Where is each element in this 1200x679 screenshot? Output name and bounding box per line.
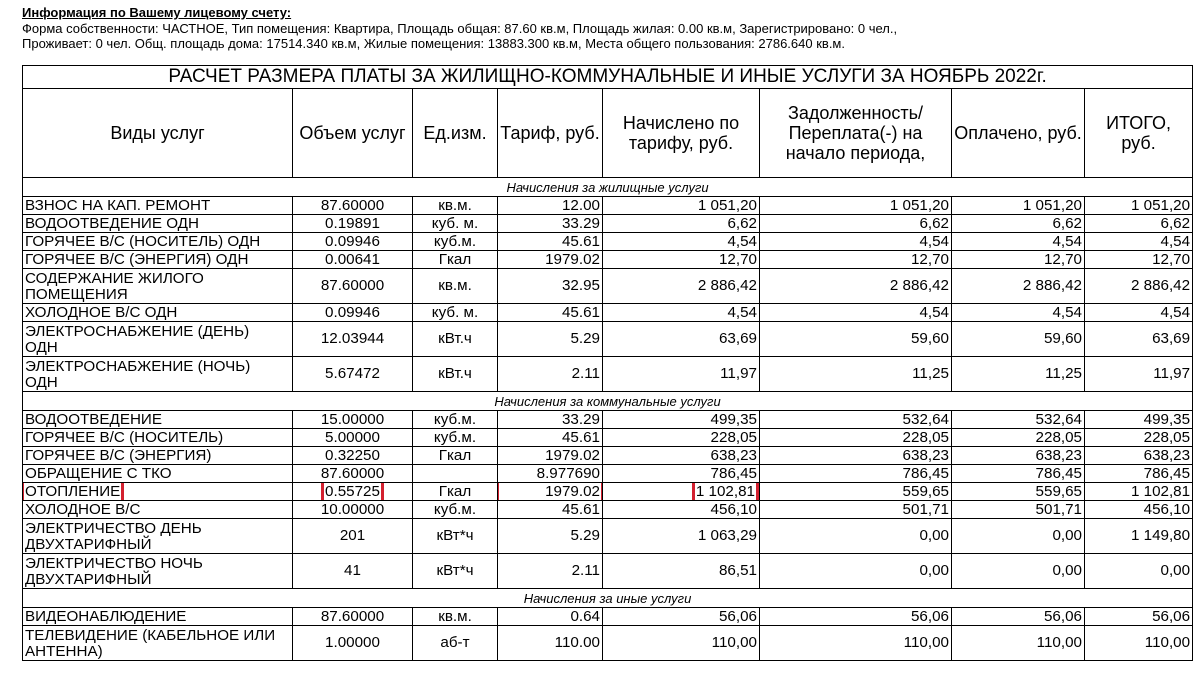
tariff-cell: 2.11 [498,554,603,589]
paid-cell: 12,70 [952,251,1085,269]
total-cell: 499,35 [1085,411,1193,429]
debt-cell: 110,00 [760,626,952,661]
paid-cell: 6,62 [952,215,1085,233]
table-row [23,233,1193,251]
volume-cell: 87.60000 [293,608,413,626]
paid-cell: 4,54 [952,233,1085,251]
account-info-line-1: Форма собственности: ЧАСТНОЕ, Тип помещения: Квартира, Площадь общая: 87.60 кв.м, Площадь жилая: 0.00 кв.м, Зарегистрировано: 0 чел., [22,20,898,36]
header-total: ИТОГО, руб. [1085,89,1193,178]
volume-cell: 0.09946 [293,304,413,322]
total-cell: 4,54 [1085,304,1193,322]
tariff-cell: 1979.02 [498,251,603,269]
charged-cell: 228,05 [603,429,760,447]
tariff-cell: 33.29 [498,411,603,429]
service-name: ЭЛЕКТРИЧЕСТВО ДЕНЬ ДВУХТАРИФНЫЙ [23,519,293,554]
service-name: ХОЛОДНОЕ В/С ОДН [23,304,293,322]
volume-cell: 0.32250 [293,447,413,465]
debt-cell: 638,23 [760,447,952,465]
charged-cell: 12,70 [603,251,760,269]
service-name: ХОЛОДНОЕ В/С [23,501,293,519]
table-row [23,608,1193,626]
debt-cell: 12,70 [760,251,952,269]
total-cell: 456,10 [1085,501,1193,519]
service-name: ГОРЯЧЕЕ В/С (НОСИТЕЛЬ) [23,429,293,447]
unit-cell: куб. м. [413,304,498,322]
volume-cell: 41 [293,554,413,589]
tariff-cell-heating [498,483,603,501]
volume-cell: 0.19891 [293,215,413,233]
volume-cell: 5.67472 [293,357,413,392]
volume-cell: 10.00000 [293,501,413,519]
charged-cell: 456,10 [603,501,760,519]
volume-cell: 87.60000 [293,269,413,304]
table-row [23,322,1193,357]
table-row [23,357,1193,392]
debt-cell: 56,06 [760,608,952,626]
charged-cell: 638,23 [603,447,760,465]
total-cell: 2 886,42 [1085,269,1193,304]
table-row [23,304,1193,322]
account-info-title: Информация по Вашему лицевому счету: [22,5,292,20]
account-info [22,5,1192,52]
debt-cell: 4,54 [760,233,952,251]
tariff-cell: 2.11 [498,357,603,392]
charged-cell: 4,54 [603,233,760,251]
debt-cell: 6,62 [760,215,952,233]
unit-cell: кВт.ч [413,357,498,392]
tariff-cell: 45.61 [498,304,603,322]
table-row [23,251,1193,269]
header-charged: Начислено по тарифу, руб. [603,89,760,178]
debt-cell: 59,60 [760,322,952,357]
service-name: ОБРАЩЕНИЕ С ТКО [23,465,293,483]
paid-cell: 4,54 [952,304,1085,322]
total-cell: 63,69 [1085,322,1193,357]
unit-cell: Гкал [413,483,498,501]
paid-cell: 59,60 [952,322,1085,357]
unit-cell: кв.м. [413,269,498,304]
paid-cell: 1 051,20 [952,197,1085,215]
section-other: Начисления за иные услуги [23,589,1193,608]
charged-cell: 1 063,29 [603,519,760,554]
paid-cell: 11,25 [952,357,1085,392]
paid-cell: 559,65 [952,483,1085,501]
service-name: ЭЛЕКТРОСНАБЖЕНИЕ (НОЧЬ) ОДН [23,357,293,392]
total-cell: 56,06 [1085,608,1193,626]
paid-cell: 0,00 [952,519,1085,554]
service-name: ГОРЯЧЕЕ В/С (ЭНЕРГИЯ) [23,447,293,465]
charged-cell: 56,06 [603,608,760,626]
charged-cell: 786,45 [603,465,760,483]
account-info-line-2: Проживает: 0 чел. Общ. площадь дома: 17514.340 кв.м, Жилые помещения: 13883.300 кв.м, Места общего пользования: 2786.640 кв.м. [22,36,845,51]
unit-cell: куб.м. [413,233,498,251]
volume-cell: 87.60000 [293,465,413,483]
debt-cell: 786,45 [760,465,952,483]
service-name: ЭЛЕКТРИЧЕСТВО НОЧЬ ДВУХТАРИФНЫЙ [23,554,293,589]
unit-cell: кВт*ч [413,519,498,554]
volume-cell: 12.03944 [293,322,413,357]
tariff-cell: 5.29 [498,322,603,357]
header-tariff: Тариф, руб. [498,89,603,178]
unit-cell: куб. м. [413,215,498,233]
debt-cell: 228,05 [760,429,952,447]
service-name: ГОРЯЧЕЕ В/С (ЭНЕРГИЯ) ОДН [23,251,293,269]
table-row-heating [23,483,1193,501]
debt-cell: 0,00 [760,519,952,554]
debt-cell: 11,25 [760,357,952,392]
debt-cell: 501,71 [760,501,952,519]
highlight-box: 1979.02 [500,484,600,500]
service-name: ВОДООТВЕДЕНИЕ ОДН [23,215,293,233]
unit-cell: кв.м. [413,197,498,215]
service-name: ВИДЕОНАБЛЮДЕНИЕ [23,608,293,626]
header-paid: Оплачено, руб. [952,89,1085,178]
total-cell: 638,23 [1085,447,1193,465]
tariff-cell: 12.00 [498,197,603,215]
unit-cell: кв.м. [413,608,498,626]
table-row [23,269,1193,304]
charged-cell-heating [603,483,760,501]
volume-cell-heating [293,483,413,501]
paid-cell: 638,23 [952,447,1085,465]
charged-cell: 499,35 [603,411,760,429]
tariff-cell: 45.61 [498,501,603,519]
tariff-cell: 32.95 [498,269,603,304]
section-utility: Начисления за коммунальные услуги [23,392,1193,411]
service-name: ВОДООТВЕДЕНИЕ [23,411,293,429]
tariff-cell: 45.61 [498,233,603,251]
paid-cell: 501,71 [952,501,1085,519]
unit-cell: кВт.ч [413,322,498,357]
charged-cell: 63,69 [603,322,760,357]
unit-cell [413,465,498,483]
highlight-box: ОТОПЛЕНИЕ [25,483,121,500]
charged-cell: 2 886,42 [603,269,760,304]
debt-cell: 4,54 [760,304,952,322]
paid-cell: 532,64 [952,411,1085,429]
total-cell: 786,45 [1085,465,1193,483]
volume-cell: 1.00000 [293,626,413,661]
tariff-cell: 110.00 [498,626,603,661]
charged-cell: 86,51 [603,554,760,589]
paid-cell: 0,00 [952,554,1085,589]
debt-cell: 2 886,42 [760,269,952,304]
total-cell: 0,00 [1085,554,1193,589]
volume-cell: 201 [293,519,413,554]
total-cell: 12,70 [1085,251,1193,269]
service-name-heating [23,483,293,501]
unit-cell: Гкал [413,251,498,269]
highlight-box: 1 102,81 [695,483,755,500]
table-row [23,554,1193,589]
header-debt: Задолженность/ Переплата(-) на начало периода, [760,89,952,178]
total-cell: 6,62 [1085,215,1193,233]
total-cell: 11,97 [1085,357,1193,392]
paid-cell: 786,45 [952,465,1085,483]
service-name: ТЕЛЕВИДЕНИЕ (КАБЕЛЬНОЕ ИЛИ АНТЕННА) [23,626,293,661]
table-title: РАСЧЕТ РАЗМЕРА ПЛАТЫ ЗА ЖИЛИЩНО-КОММУНАЛЬНЫЕ И ИНЫЕ УСЛУГИ ЗА НОЯБРЬ 2022г. [23,66,1193,89]
debt-cell: 532,64 [760,411,952,429]
tariff-cell: 45.61 [498,429,603,447]
table-row [23,465,1193,483]
charged-cell: 11,97 [603,357,760,392]
header-service: Виды услуг [23,89,293,178]
paid-cell: 110,00 [952,626,1085,661]
tariff-cell: 8.977690 [498,465,603,483]
header-row [23,89,1193,178]
table-row [23,519,1193,554]
volume-cell: 0.00641 [293,251,413,269]
volume-cell: 0.09946 [293,233,413,251]
table-row [23,411,1193,429]
volume-cell: 87.60000 [293,197,413,215]
paid-cell: 2 886,42 [952,269,1085,304]
total-cell: 110,00 [1085,626,1193,661]
charged-cell: 1 051,20 [603,197,760,215]
volume-cell: 15.00000 [293,411,413,429]
debt-cell: 559,65 [760,483,952,501]
highlight-box: 0.55725 [325,483,380,500]
service-name: ЭЛЕКТРОСНАБЖЕНИЕ (ДЕНЬ) ОДН [23,322,293,357]
tariff-cell: 1979.02 [498,447,603,465]
section-housing: Начисления за жилищные услуги [23,178,1193,197]
charged-cell: 6,62 [603,215,760,233]
charged-cell: 110,00 [603,626,760,661]
total-cell: 228,05 [1085,429,1193,447]
service-name: ГОРЯЧЕЕ В/С (НОСИТЕЛЬ) ОДН [23,233,293,251]
paid-cell: 228,05 [952,429,1085,447]
service-name: ВЗНОС НА КАП. РЕМОНТ [23,197,293,215]
header-unit: Ед.изм. [413,89,498,178]
table-row [23,215,1193,233]
volume-cell: 5.00000 [293,429,413,447]
unit-cell: куб.м. [413,411,498,429]
unit-cell: куб.м. [413,429,498,447]
table-row [23,429,1193,447]
unit-cell: Гкал [413,447,498,465]
unit-cell: кВт*ч [413,554,498,589]
unit-cell: аб-т [413,626,498,661]
debt-cell: 1 051,20 [760,197,952,215]
header-volume: Объем услуг [293,89,413,178]
total-cell: 4,54 [1085,233,1193,251]
unit-cell: куб.м. [413,501,498,519]
charged-cell: 4,54 [603,304,760,322]
table-row [23,197,1193,215]
tariff-cell: 5.29 [498,519,603,554]
paid-cell: 56,06 [952,608,1085,626]
table-row [23,447,1193,465]
total-cell: 1 149,80 [1085,519,1193,554]
total-cell: 1 102,81 [1085,483,1193,501]
debt-cell: 0,00 [760,554,952,589]
total-cell: 1 051,20 [1085,197,1193,215]
table-row [23,626,1193,661]
billing-table [22,65,1193,661]
table-row [23,501,1193,519]
tariff-cell: 33.29 [498,215,603,233]
tariff-cell: 0.64 [498,608,603,626]
service-name: СОДЕРЖАНИЕ ЖИЛОГО ПОМЕЩЕНИЯ [23,269,293,304]
